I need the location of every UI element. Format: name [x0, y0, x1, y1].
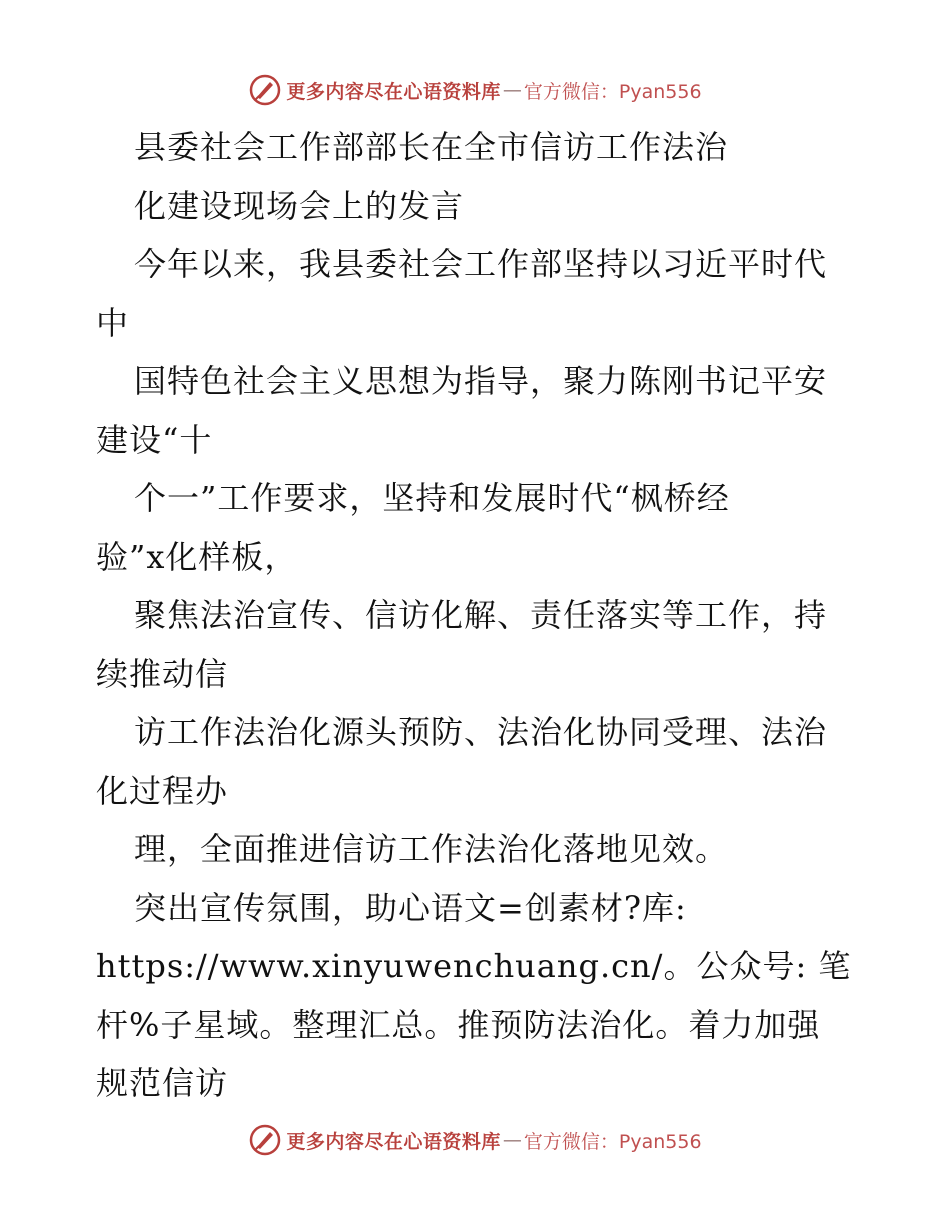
- banner-dash: —: [502, 79, 522, 101]
- banner-official-text: 官方微信：Pyan556: [523, 80, 702, 103]
- footer-watermark-banner: [0, 1120, 950, 1160]
- text-line: 规范信访: [96, 1064, 229, 1102]
- text-line: https://www.xinyuwenchuang.cn/。公众号: 笔: [96, 947, 852, 985]
- banner-dash: —: [502, 1129, 522, 1151]
- banner-main-text: 更多内容尽在心语资料库: [286, 80, 501, 103]
- text-line: 验”x化样板，: [96, 537, 298, 576]
- text-line: 聚焦法治宣传、信访化解、责任落实等工作，持: [134, 596, 828, 634]
- text-line: 县委社会工作部部长在全市信访工作法治: [134, 128, 729, 166]
- text-line: 访工作法治化源头预防、法治化协同受理、法治: [134, 713, 828, 751]
- quill-logo-icon: [248, 73, 282, 107]
- text-line: 理，全面推进信访工作法治化落地见效。: [134, 830, 729, 868]
- banner-main-text: 更多内容尽在心语资料库: [286, 1130, 501, 1153]
- text-line: 化建设现场会上的发言: [134, 186, 465, 225]
- document-body: [96, 118, 856, 1113]
- text-line: 国特色社会主义思想为指导，聚力陈刚书记平安: [134, 362, 828, 400]
- header-watermark-banner: [0, 70, 950, 110]
- text-line: 建设“十: [96, 420, 213, 459]
- text-line: 化过程办: [96, 771, 229, 810]
- banner-official-text: 官方微信：Pyan556: [523, 1130, 702, 1153]
- text-line: 续推动信: [96, 654, 229, 693]
- text-line: 中: [96, 303, 130, 342]
- quill-logo-icon: [248, 1123, 282, 1157]
- text-line: 杆%子星域。整理汇总。推预防法治化。着力加强: [96, 1005, 821, 1044]
- text-line: 突出宣传氛围，助心语文=创素材?库:: [134, 888, 687, 927]
- text-line: 今年以来，我县委社会工作部坚持以习近平时代: [134, 245, 828, 283]
- text-line: 个一”工作要求，坚持和发展时代“枫桥经: [134, 479, 730, 517]
